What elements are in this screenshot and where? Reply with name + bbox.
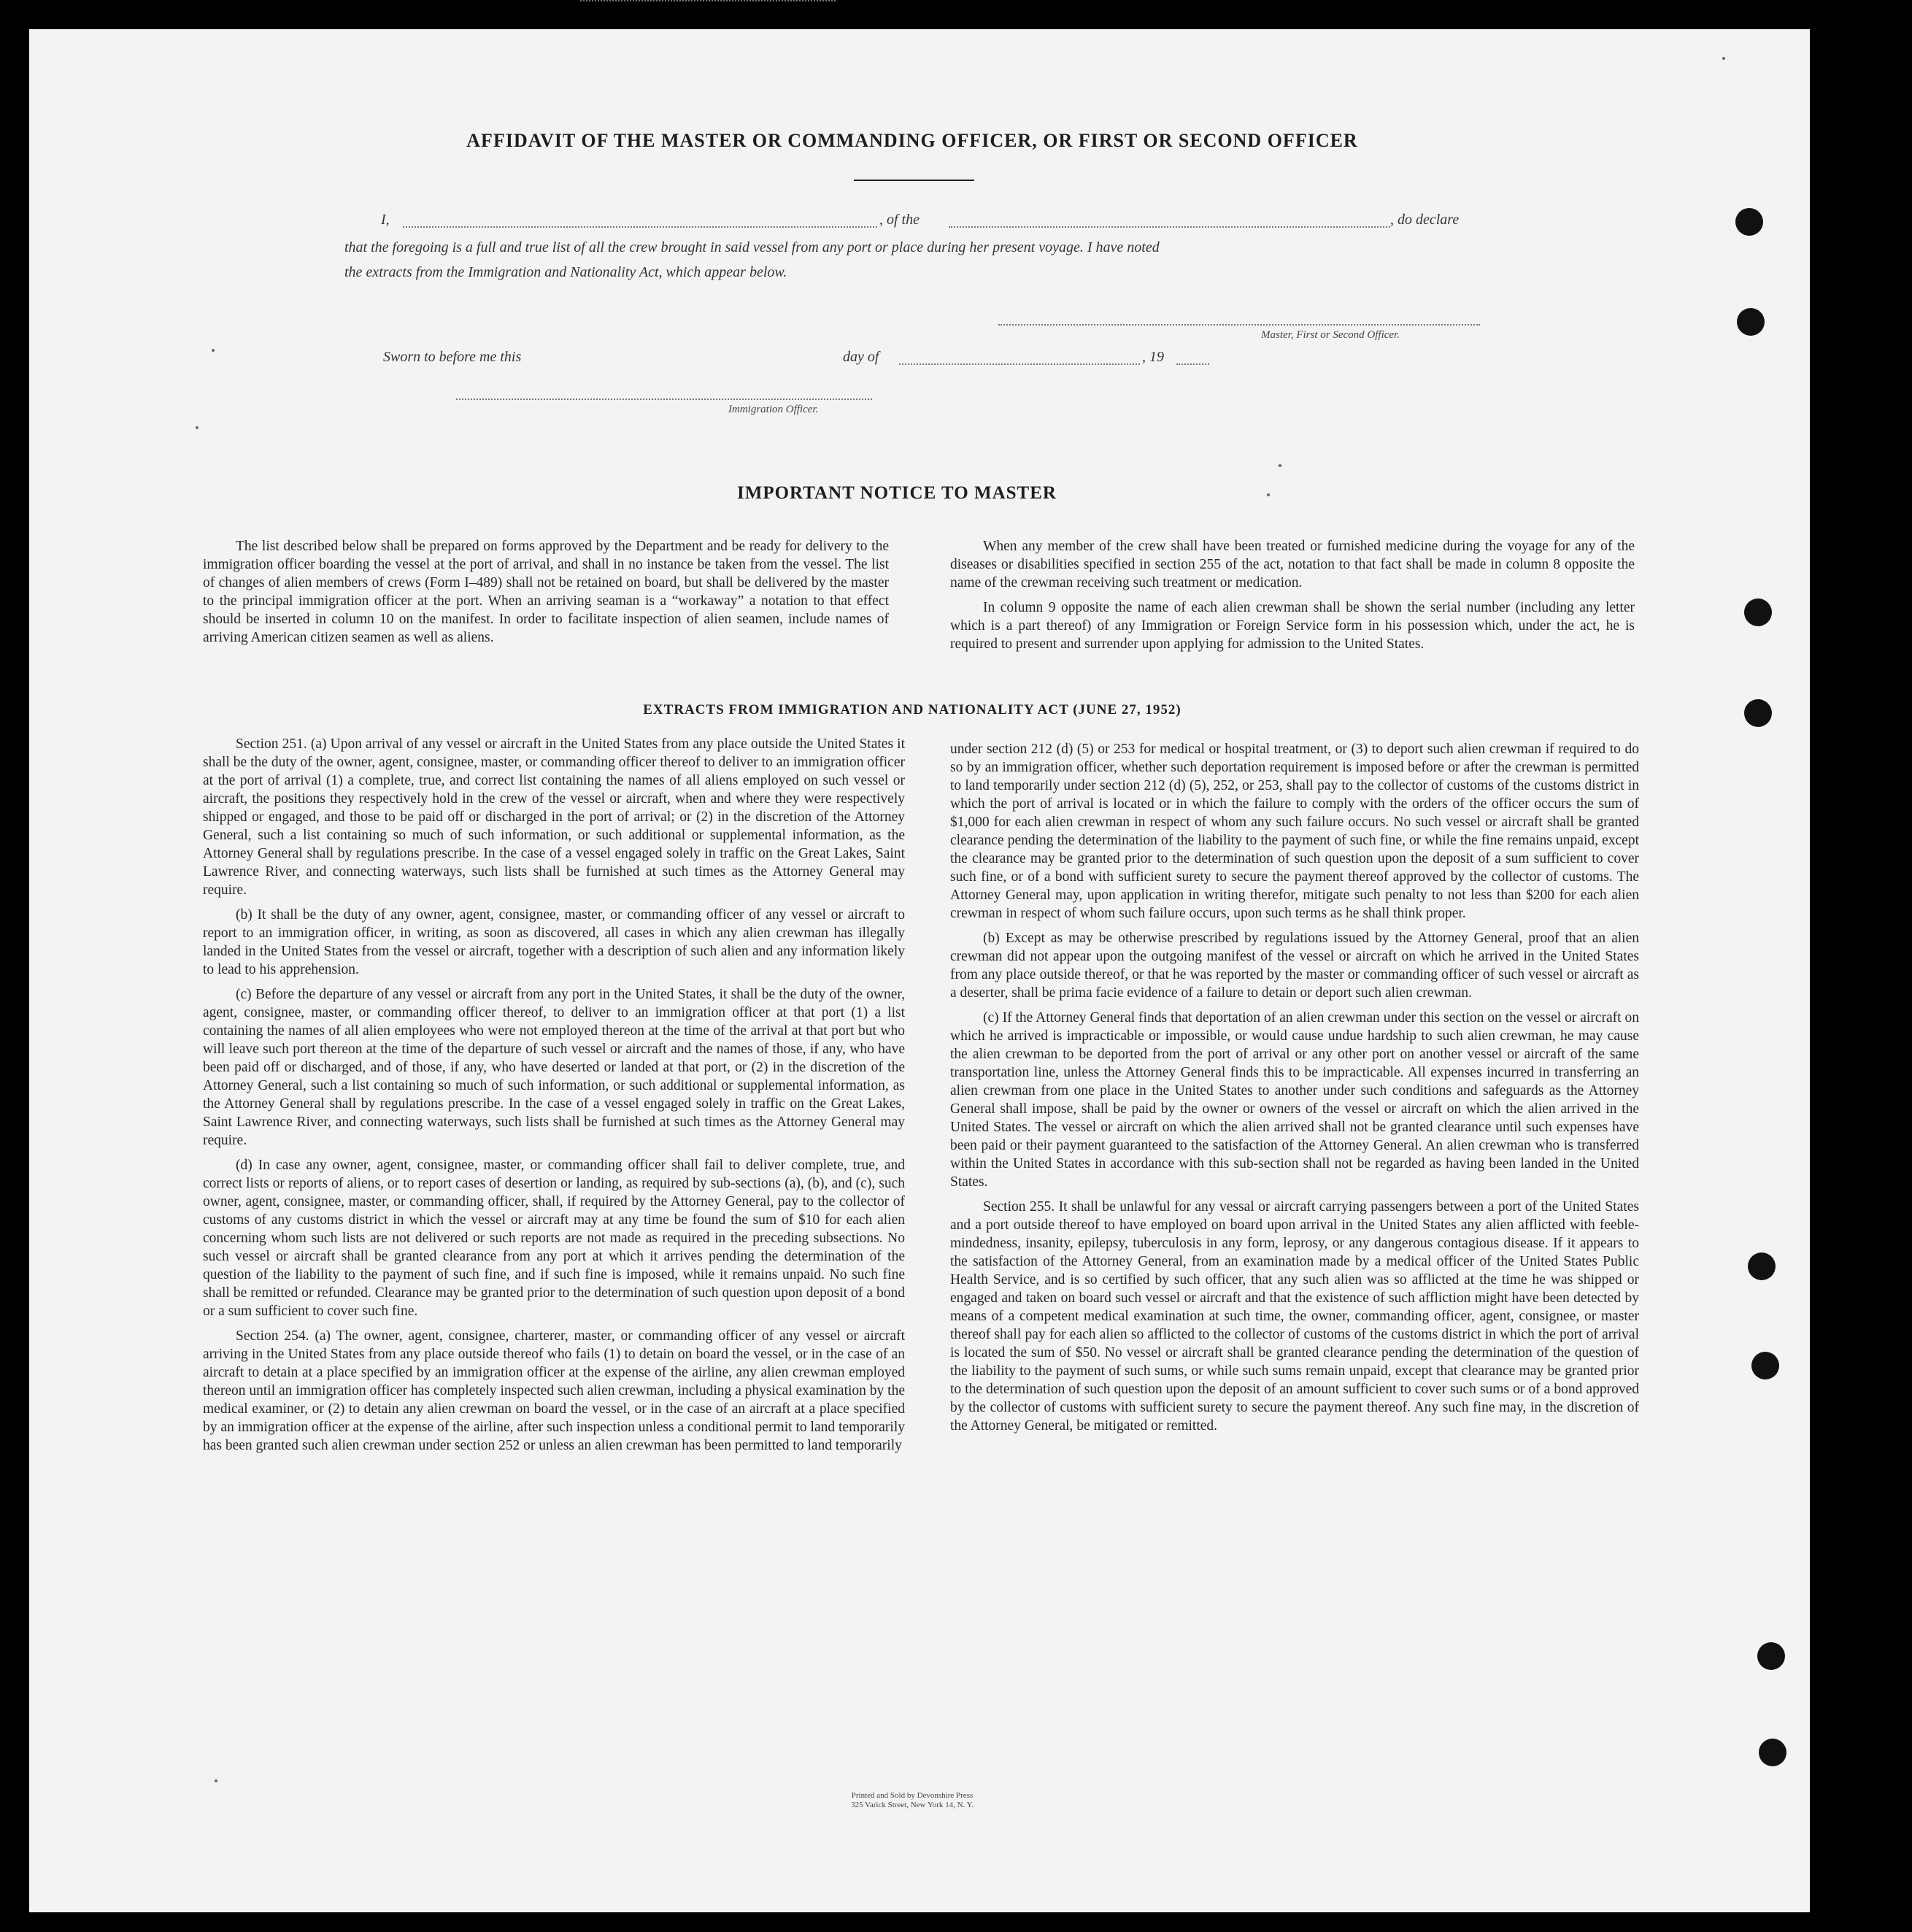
- day-of-label: day of: [843, 349, 879, 365]
- declare-i-label: I,: [381, 212, 390, 228]
- extracts-right-column: [950, 740, 1639, 1442]
- extracts-title: EXTRACTS FROM IMMIGRATION AND NATIONALITY ACT (JUNE 27, 1952): [643, 702, 1181, 717]
- printer-imprint: [803, 1791, 1022, 1810]
- section-254-c: (c) If the Attorney General finds that deportation of an alien crewman under this section on the vessel or aircraft on which he arrived is impracticable or impossible, or would cause undue hardship to such alien crewman, he may cause the alien crewman to be deported from the port of arrival or any other port on another vessel or aircraft of the same transportation line, unless the Attorney General finds this to be impracticable. All expenses incurred in transferring an alien crewman from one place in the United States to another under such conditions and safeguards as the Attorney General shall impose, shall be paid by the owner or owners of the vessel or aircraft on which the alien arrived in the United States. The vessel or aircraft on which the alien arrived shall not be granted clearance until such expenses have been paid or their payment guaranteed to the satisfaction of the Attorney General. An alien crewman who is transferred within the United States in accordance with this sub-section shall not be regarded as having been landed in the United States.: [950, 1010, 1639, 1190]
- declare-do-declare-label: , do declare: [1390, 212, 1460, 228]
- scan-speck-icon: [196, 426, 198, 429]
- punch-hole-icon: [1735, 208, 1763, 236]
- notice-left-column: [203, 537, 889, 653]
- officer-signature-caption: Immigration Officer.: [728, 404, 819, 415]
- punch-hole-icon: [1759, 1739, 1786, 1766]
- punch-hole-icon: [1751, 1352, 1779, 1379]
- sworn-month-line[interactable]: [899, 363, 1140, 365]
- sworn-year-line[interactable]: [1176, 363, 1209, 365]
- punch-hole-icon: [1744, 699, 1772, 727]
- punch-hole-icon: [1757, 1642, 1785, 1670]
- notice-right-paragraph-2: In column 9 opposite the name of each alien crewman shall be shown the serial number (including any letter which is a part thereof) of any Immigration or Foreign Service form in his possession which, under the act, he is required to present and surrender upon applying for admission to the United States.: [950, 600, 1635, 652]
- scan-speck-icon: [1722, 57, 1725, 60]
- section-254-a: Section 254. (a) The owner, agent, consignee, charterer, master, or commanding officer of any vessel or aircraft arriving in the United States from any place outside thereof who fails (1) to detain on board the vessel, or in the case of an aircraft to detain at a place specified by an immigration officer at the expense of the airline, any alien crewman employed thereon until an immigration officer has completely inspected such alien crewman, including a physical examination by the medical examiner, or (2) to detain any alien crewman on board the vessel, or in the case of an aircraft at a place specified by an immigration officer at the expense of the airline, after such inspection unless a conditional permit to land temporarily has been granted such alien crewman under section 252 or unless an alien crewman has been permitted to land temporarily: [203, 1328, 905, 1453]
- declaration-line-2: that the foregoing is a full and true list of all the crew brought in said vessel from any port or place during her present voyage. I have noted: [344, 239, 1160, 255]
- notice-right-column: [950, 537, 1635, 660]
- affidavit-title: AFFIDAVIT OF THE MASTER OR COMMANDING OFFICER, OR FIRST OR SECOND OFFICER: [466, 130, 1358, 151]
- vessel-name-line[interactable]: [949, 226, 1390, 228]
- section-251-d: (d) In case any owner, agent, consignee, master, or commanding officer shall fail to deliver complete, true, and correct lists or reports of aliens, or to report cases of desertion or landing, as required by sub-sections (a), (b), and (c), such owner, agent, consignee, master, or commanding officer, shall, if required by the Attorney General, pay to the collector of customs of any customs district in which the vessel or aircraft may at any time be found the sum of $10 for each alien concerning whom such lists are not delivered or such reports are not made as required in the preceding subsections. No such vessel or aircraft shall be granted clearance from any port at which it arrives pending the determination of the question of the liability to the payment of such fine, and if such fine is imposed, while it remains unpaid. No such fine shall be remitted or refunded. Clearance may be granted prior to the determination of such question upon deposit of a bond or a sum sufficient to cover such fine.: [203, 1158, 905, 1319]
- scan-speck-icon: [215, 1779, 217, 1782]
- extracts-left-column: [203, 735, 905, 1461]
- scan-speck-icon: [1279, 464, 1281, 467]
- printer-line-2: 325 Varick Street, New York 14, N. Y.: [851, 1801, 974, 1809]
- notice-right-paragraph-1: When any member of the crew shall have been treated or furnished medicine during the voyage for any of the diseases or disabilities specified in section 255 of the act, notation to that fact shall be made in column 8 opposite the name of the crewman receiving such treatment or medication.: [950, 539, 1635, 590]
- section-251-b: (b) It shall be the duty of any owner, agent, consignee, master, or commanding officer of any vessel or aircraft to report to an immigration officer, in writing, as soon as discovered, all cases in which any alien crewman has illegally landed in the United States from the vessel or aircraft, together with a description of such alien and any information likely to lead to his apprehension.: [203, 907, 905, 977]
- notice-left-paragraph: The list described below shall be prepared on forms approved by the Department and be ready for delivery to the immigration officer boarding the vessel at the port of arrival, and shall in no instance be taken from the vessel. The list of changes of alien members of crews (Form I–489) shall not be retained on board, but shall be delivered by the master to the principal immigration officer at the port. When an arriving seaman is a “workaway” a notation to that effect should be inserted in column 10 on the manifest. In order to facilitate inspection of alien seamen, include names of arriving American citizen seamen as well as aliens.: [203, 539, 889, 645]
- scan-speck-icon: [212, 349, 215, 352]
- printer-line-1: Printed and Sold by Devonshire Press: [851, 1791, 974, 1800]
- scan-speck-icon: [1267, 493, 1270, 496]
- officer-signature-line[interactable]: [456, 399, 872, 400]
- section-251-c: (c) Before the departure of any vessel or aircraft from any port in the United States, it shall be the duty of the owner, agent, consignee, master, or commanding officer thereof, to deliver to an immigration officer at that port (1) a list containing the names of all alien employees who were not employed thereon at the time of the arrival at that port but who will leave such port thereon at the time of the departure of such vessel or aircraft and the names of those, if any, who have been paid off or discharged, and of those, if any, who have deserted or landed at that port, or (2) in the discretion of the Attorney General, such a list containing so much of such information, or such additional or supplemental information, as the Attorney General shall by regulations prescribe. In the case of a vessel engaged solely in traffic on the Great Lakes, Saint Lawrence River, and connecting waterways, such lists shall be furnished at such times as the Attorney General may require.: [203, 987, 905, 1148]
- year-prefix-label: , 19: [1142, 349, 1164, 365]
- master-signature-caption: Master, First or Second Officer.: [1261, 329, 1400, 341]
- declarant-name-line[interactable]: [403, 226, 877, 228]
- notice-title: IMPORTANT NOTICE TO MASTER: [737, 483, 1057, 503]
- master-signature-line[interactable]: [998, 324, 1480, 326]
- section-254-a-continued: under section 212 (d) (5) or 253 for medical or hospital treatment, or (3) to deport such alien crewman if required to do so by an immigration officer, whether such deportation requirement is imposed before or after the crewman is permitted to land temporarily under section 212 (d) (5), 252, or 253, shall pay to the collector of customs of the customs district in which the port of arrival is located or in which the failure to comply with the orders of the officer occurs the sum of $1,000 for each alien crewman in respect of whom any such failure occurs. No such vessel or aircraft shall be granted clearance pending the determination of the liability to the payment of such fine, or while the fine remains unpaid, except the clearance may be granted prior to the determination of such question upon the deposit of a sum sufficient to cover such fine, or of a bond with sufficient surety to secure the payment thereof approved by the collector of customs. The Attorney General may, upon application in writing therefor, mitigate such penalty to not less than $200 for each alien crewman in respect of whom such failure occurs, upon such terms as he shall think proper.: [950, 742, 1639, 921]
- punch-hole-icon: [1737, 308, 1765, 336]
- section-255: Section 255. It shall be unlawful for any vessal or aircraft carrying passengers between a port of the United States and a port outside thereof to have employed on board upon arrival in the United States any alien afflicted with feeble-mindedness, insanity, epilepsy, tuberculosis in any form, leprosy, or any dangerous contagious disease. If it appears to the satisfaction of the Attorney General, from an examination made by a medical officer of the United States Public Health Service, and is so certified by such officer, that any such alien was so afflicted at the time he was shipped or engaged and taken on board such vessel or aircraft and that the existence of such affliction might have been detected by means of a competent medical examination at such time, the owner, commanding officer, agent, consignee, or master thereof shall pay for each alien so afflicted to the collector of customs of the customs district in which the port of arrival is located the sum of $50. No vessel or aircraft shall be granted clearance pending the determination of the question of the liability to the payment of such sums, or while such sums remain unpaid, except that clearance may be granted prior to the determination of such question upon the deposit of an amount sufficient to cover such sums or of a bond approved by the collector of customs with sufficient surety to secure the payment thereof. Any such fine may, in the discretion of the Attorney General, be mitigated or remitted.: [950, 1199, 1639, 1433]
- sworn-label: Sworn to before me this: [383, 349, 522, 365]
- declaration-line-3: the extracts from the Immigration and Nationality Act, which appear below.: [344, 264, 787, 280]
- punch-hole-icon: [1744, 599, 1772, 626]
- title-underline: [854, 180, 974, 181]
- section-251-a: Section 251. (a) Upon arrival of any vessel or aircraft in the United States from any place outside the United States it shall be the duty of the owner, agent, consignee, master, or commanding officer thereof to deliver to an immigration officer at the port of arrival (1) a complete, true, and correct list containing the names of all aliens employed on such vessel or aircraft, the positions they respectively hold in the crew of the vessel or aircraft, when and where they were respectively shipped or engaged, and those to be paid off or discharged in the port of arrival; or (2) in the discretion of the Attorney General, such a list containing so much of such information, or such additional or supplemental information, as the Attorney General shall by regulations prescribe. In the case of a vessel engaged solely in traffic on the Great Lakes, Saint Lawrence River, and connecting waterways, such lists shall be furnished at such times as the Attorney General may require.: [203, 736, 905, 898]
- sworn-day-line[interactable]: [580, 0, 836, 1]
- section-254-b: (b) Except as may be otherwise prescribed by regulations issued by the Attorney General, proof that an alien crewman did not appear upon the outgoing manifest of the vessel or aircraft on which he arrived in the United States from any place outside thereof, or that he was reported by the master or commanding officer of such vessel or aircraft as a deserter, shall be prima facie evidence of a failure to detain or deport such alien crewman.: [950, 931, 1639, 1001]
- declare-of-the-label: , of the: [879, 212, 920, 228]
- punch-hole-icon: [1748, 1252, 1776, 1280]
